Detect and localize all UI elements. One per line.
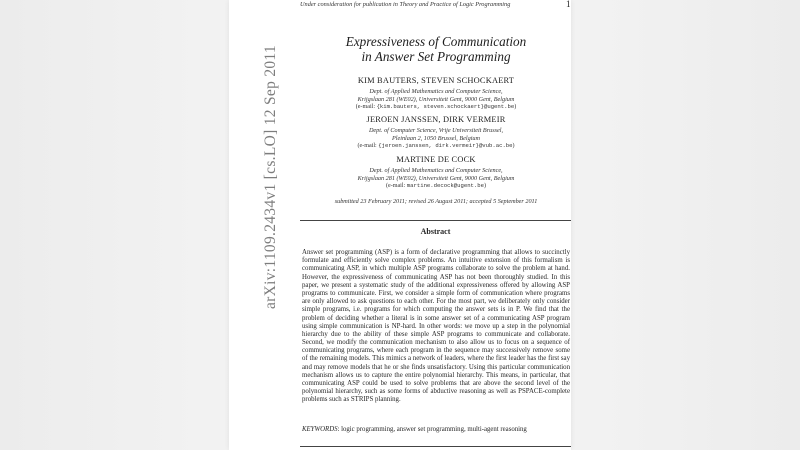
- author-block-2: [300, 115, 572, 151]
- running-head: Under consideration for publication in Theory and Practice of Logic Programming: [300, 1, 511, 8]
- email-suffix: ): [514, 104, 517, 111]
- keywords: [302, 426, 570, 433]
- keywords-text: : logic programming, answer set programming, multi-agent reasoning: [337, 426, 527, 433]
- email-address: martine.decock@ugent.be: [406, 182, 484, 190]
- author-names: KIM BAUTERS, STEVEN SCHOCKAERT: [357, 76, 515, 85]
- author-affiliation: Pleinlaan 2, 1050 Brussel, Belgium: [392, 134, 480, 142]
- author-names: MARTINE DE COCK: [396, 155, 476, 164]
- arxiv-stamp: [229, 0, 279, 450]
- author-block-1: [300, 76, 572, 112]
- author-email: [300, 103, 572, 112]
- author-email: [300, 182, 572, 191]
- title-line-1: Expressiveness of Communication: [345, 34, 527, 49]
- author-affiliation: Krijgslaan 281 (WE02), Universiteit Gent, 9000 Gent, Belgium: [357, 95, 515, 103]
- email-prefix: (e-mail:: [357, 143, 379, 150]
- author-affiliation: Krijgslaan 281 (WE02), Universiteit Gent, 9000 Gent, Belgium: [357, 174, 515, 182]
- email-address: {kim.bauters, steven.schockaert}@ugent.be: [376, 103, 515, 111]
- author-affiliation: Dept. of Applied Mathematics and Computer Science,: [369, 88, 503, 95]
- abstract-top-rule: [300, 220, 571, 221]
- author-affiliation: Dept. of Applied Mathematics and Computer Science,: [369, 167, 503, 174]
- submission-dates: submitted 23 February 2011; revised 26 August 2011; accepted 5 September 2011: [334, 198, 538, 205]
- email-address: {jeroen.janssen, dirk.vermeir}@vub.ac.be: [378, 142, 513, 150]
- author-names: JEROEN JANSSEN, DIRK VERMEIR: [366, 115, 506, 124]
- page-number: 1: [566, 0, 571, 9]
- author-block-3: [300, 155, 572, 191]
- paper-title: [300, 34, 572, 64]
- abstract-text: Answer set programming (ASP) is a form of declarative programming that allows to succinctly formulate and efficiently solve complex problems. An intuitive extension of this formalism is communicating ASP, in which multiple ASP programs collaborate to solve the problem at hand. However, the expressiveness of communicating ASP has not been thoroughly studied. In this paper, we present a systematic study of the additional expressiveness offered by allowing ASP programs to communicate. First, we consider a simple form of communication where programs are only allowed to ask questions to each other. For the most part, we deliberately only consider simple programs, i.e. programs for which computing the answer sets is in P. We find that the problem of deciding whether a literal is in some answer set of a communicating ASP program using simple communication is NP-hard. In other words: we move up a step in the polynomial hierarchy due to the ability of these simple ASP programs to communicate and collaborate. Second, we modify the communication mechanism to also allow us to focus on a sequence of communicating programs, where each program in the sequence may successively remove some of the remaining models. This mimics a network of leaders, where the first leader has the first say and may remove models that he or she finds unsatisfactory. Using this particular communication mechanism allows us to capture the entire polynomial hierarchy. This means, in particular, that communicating ASP could be used to solve problems that are above the second level of the polynomial hierarchy, such as some forms of abductive reasoning as well as PSPACE-complete problems such as STRIPS planning.: [302, 249, 570, 404]
- arxiv-stamp-text: arXiv:1109.2434v1 [cs.LO] 12 Sep 2011: [262, 45, 279, 309]
- email-suffix: ): [484, 183, 487, 190]
- abstract-bottom-rule: [300, 446, 571, 447]
- abstract-heading: Abstract: [420, 227, 451, 236]
- title-line-2: in Answer Set Programming: [361, 49, 511, 64]
- author-email: [300, 142, 572, 151]
- email-prefix: (e-mail:: [385, 183, 407, 190]
- email-prefix: (e-mail:: [355, 104, 377, 111]
- author-affiliation: Dept. of Computer Science, Vrije Universiteit Brussel,: [368, 127, 504, 134]
- email-suffix: ): [512, 143, 515, 150]
- keywords-label: KEYWORDS: [302, 426, 338, 433]
